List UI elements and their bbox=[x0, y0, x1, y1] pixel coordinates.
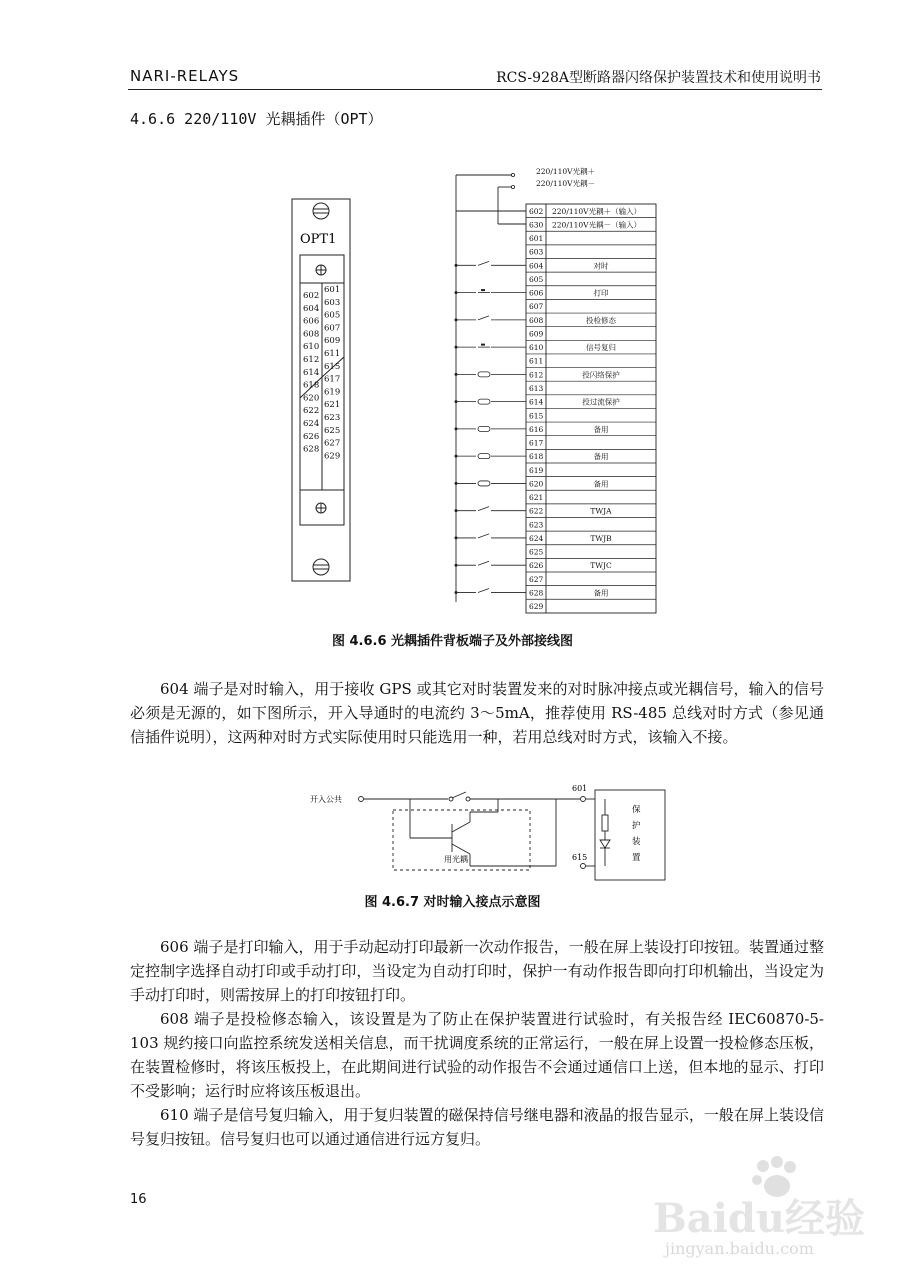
terminal-number: 608 bbox=[529, 315, 544, 325]
paragraph-610: 610 端子是信号复归输入，用于复归装置的磁保持信号继电器和液晶的报告显示，一般在屏上装设信号复归按钮。信号复归也可以通过通信进行远方复归。 bbox=[130, 1106, 824, 1148]
paragraph-608: 608 端子是投检修态输入，该设置是为了防止在保护装置进行试验时，有关报告经 IEC60870-5-103 规约接口向监控系统发送相关信息，而干扰调度系统的正常运行，一般在屏上设置一投检修态压板，在装置检修时，将该压板投上，在此期间进行试验的动作报告不会通过通信口上送，但本地的显示、打印不受影响；运行时应将该压板退出。 bbox=[130, 1010, 824, 1100]
supply-label-0: 220/110V光耦＋ bbox=[536, 167, 596, 176]
header-left: NARI-RELAYS bbox=[130, 67, 240, 85]
terminal-number: 613 bbox=[529, 383, 544, 393]
terminal-desc: 备用 bbox=[593, 479, 609, 489]
terminal-number: 620 bbox=[529, 479, 544, 489]
panel-terminal-610: 610 bbox=[303, 342, 320, 353]
terminal-number: 607 bbox=[529, 302, 544, 312]
paragraph-604-text: 604 端子是对时输入，用于接收 GPS 或其它对时装置发来的对时脉冲接点或光耦信号，输入的信号必须是无源的，如下图所示，开入导通时的电流约 3～5mA，推荐使用 RS-485 总线对时方式（参见通信插件说明），这两种对时方式实际使用时只能选用一种，若用总线对时方式，该输入不接。 bbox=[130, 680, 824, 746]
terminal-number: 612 bbox=[529, 370, 544, 380]
terminal-number: 603 bbox=[529, 247, 544, 257]
terminal-number: 615 bbox=[529, 411, 544, 421]
panel-terminal-605: 605 bbox=[324, 310, 341, 321]
panel-terminal-628: 628 bbox=[303, 444, 320, 455]
terminal-number: 602 bbox=[529, 206, 544, 216]
terminal-number: 611 bbox=[529, 356, 544, 366]
terminal-desc: TWJC bbox=[590, 561, 612, 571]
terminal-number: 616 bbox=[529, 424, 544, 434]
terminal-number: 627 bbox=[529, 574, 544, 584]
terminal-desc: 220/110V光耦－（输入） bbox=[552, 220, 642, 230]
terminal-number: 618 bbox=[529, 452, 544, 462]
panel-terminal-617: 617 bbox=[324, 374, 341, 385]
terminal-desc: 对时 bbox=[593, 261, 609, 271]
panel-terminal-629: 629 bbox=[324, 451, 341, 462]
terminal-number: 622 bbox=[529, 506, 544, 516]
panel-terminal-607: 607 bbox=[324, 323, 341, 334]
terminal-desc: 备用 bbox=[593, 588, 609, 598]
terminal-number: 625 bbox=[529, 547, 544, 557]
fig2-device-label: 保护装置 bbox=[632, 805, 641, 863]
panel-terminal-623: 623 bbox=[324, 413, 341, 423]
fig2-terminal-bottom: 615 bbox=[572, 853, 588, 862]
terminal-number: 619 bbox=[529, 465, 544, 475]
terminal-number: 604 bbox=[529, 261, 544, 271]
panel-title: OPT1 bbox=[300, 232, 337, 247]
terminal-desc: 投过流保护 bbox=[582, 397, 620, 407]
fig2-common-label: 开入公共 bbox=[310, 795, 342, 804]
fig2-terminal-top: 601 bbox=[572, 784, 588, 793]
watermark-brand: Baidu经验 bbox=[653, 1195, 865, 1242]
terminal-number: 605 bbox=[529, 274, 544, 284]
panel-terminal-626: 626 bbox=[303, 431, 320, 442]
figure1-caption: 图 4.6.6 光耦插件背板端子及外部接线图 bbox=[331, 634, 574, 649]
body-paragraphs bbox=[130, 935, 824, 1151]
panel-terminal-603: 603 bbox=[324, 297, 341, 308]
terminal-desc: 信号复归 bbox=[586, 343, 616, 353]
terminal-number: 628 bbox=[529, 588, 544, 598]
terminal-number: 601 bbox=[529, 234, 544, 244]
panel-terminal-601: 601 bbox=[324, 285, 341, 295]
supply-label-1: 220/110V光耦－ bbox=[536, 179, 596, 188]
panel-terminal-611: 611 bbox=[324, 349, 341, 359]
terminal-number: 610 bbox=[529, 343, 544, 353]
figure2-caption: 图 4.6.7 对时输入接点示意图 bbox=[364, 895, 541, 910]
panel-terminal-624: 624 bbox=[303, 419, 320, 429]
section-title: 4.6.6 220/110V 光耦插件（OPT） bbox=[130, 110, 383, 128]
terminal-desc: TWJA bbox=[590, 506, 612, 516]
terminal-number: 621 bbox=[529, 493, 544, 503]
header-right: RCS-928A型断路器闪络保护装置技术和使用说明书 bbox=[496, 70, 821, 86]
terminal-number: 617 bbox=[529, 438, 544, 448]
panel-terminal-614: 614 bbox=[303, 367, 320, 378]
terminal-number: 606 bbox=[529, 288, 544, 298]
terminal-desc: 备用 bbox=[593, 424, 609, 434]
page-number: 16 bbox=[130, 1192, 147, 1207]
terminal-desc: 打印 bbox=[593, 288, 609, 298]
terminal-desc: TWJB bbox=[590, 533, 612, 543]
panel-terminal-604: 604 bbox=[303, 303, 320, 314]
panel-terminal-615: 615 bbox=[324, 361, 341, 372]
terminal-number: 609 bbox=[529, 329, 544, 339]
panel-terminal-620: 620 bbox=[303, 393, 320, 404]
panel-terminal-602: 602 bbox=[303, 291, 320, 301]
terminal-desc: 220/110V光耦＋（输入） bbox=[552, 206, 642, 216]
panel-terminal-618: 618 bbox=[303, 380, 320, 391]
panel-terminal-612: 612 bbox=[303, 355, 320, 365]
panel-terminal-625: 625 bbox=[324, 425, 341, 436]
terminal-desc: 备用 bbox=[593, 452, 609, 462]
panel-terminal-622: 622 bbox=[303, 406, 320, 417]
terminal-desc: 投检修态 bbox=[586, 315, 616, 325]
watermark-url: jingyan.baidu.com bbox=[665, 1239, 814, 1258]
paragraph-606: 606 端子是打印输入，用于手动起动打印最新一次动作报告，一般在屏上装设打印按钮。装置通过整定控制字选择自动打印或手动打印，当设定为自动打印时，保护一有动作报告即向打印机输出，当设定为手动打印时，则需按屏上的打印按钮打印。 bbox=[130, 938, 824, 1004]
panel-terminal-621: 621 bbox=[324, 400, 341, 411]
panel-terminal-606: 606 bbox=[303, 316, 320, 327]
terminal-number: 623 bbox=[529, 520, 544, 530]
baidu-jingyan-watermark bbox=[645, 1150, 865, 1260]
panel-terminal-609: 609 bbox=[324, 336, 341, 347]
terminal-number: 624 bbox=[529, 533, 544, 543]
panel-terminal-619: 619 bbox=[324, 387, 341, 398]
panel-terminal-608: 608 bbox=[303, 329, 320, 340]
terminal-number: 626 bbox=[529, 561, 544, 571]
panel-terminal-627: 627 bbox=[324, 438, 341, 449]
terminal-number: 630 bbox=[529, 220, 544, 230]
terminal-desc: 投闪络保护 bbox=[582, 370, 620, 380]
terminal-number: 614 bbox=[529, 397, 544, 407]
fig2-optocoupler-label: 用光耦 bbox=[444, 855, 468, 864]
terminal-number: 629 bbox=[529, 602, 544, 612]
